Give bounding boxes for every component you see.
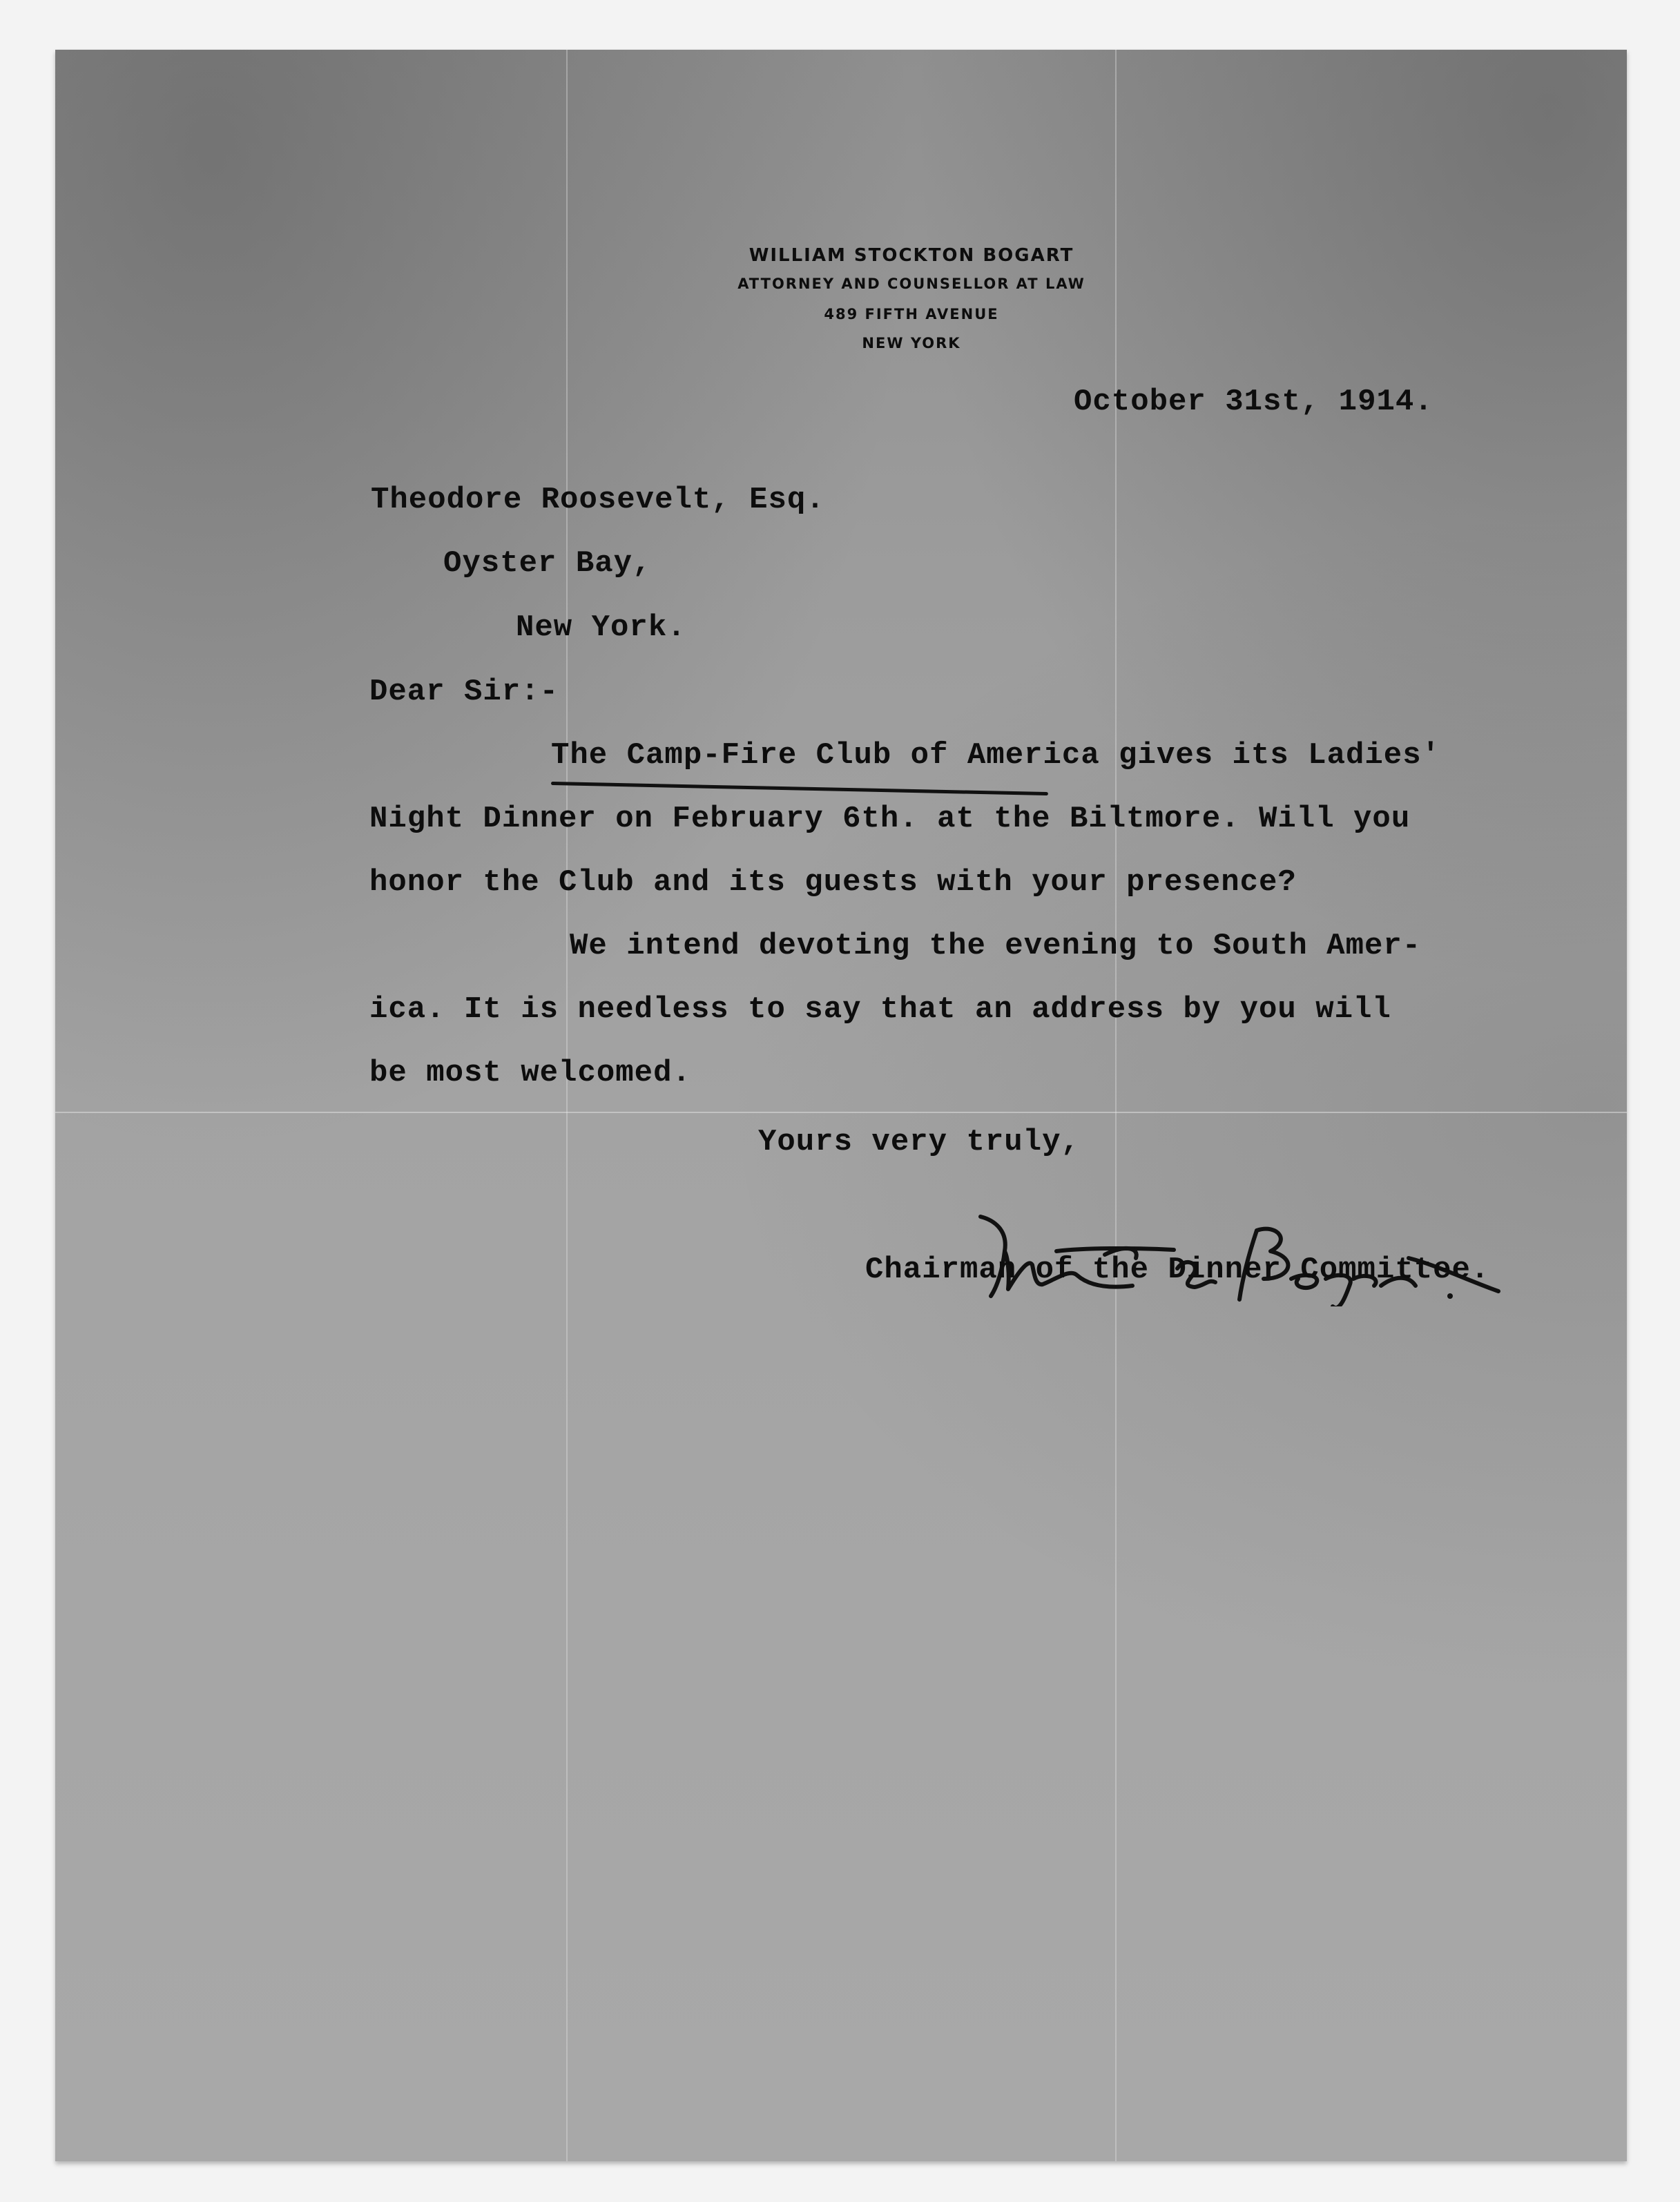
body-line: Night Dinner on February 6th. at the Biltmore. Will you <box>369 802 1411 836</box>
signer-title: Chairman of the Dinner Committee. <box>865 1253 1490 1287</box>
handwritten-underline <box>551 782 1048 795</box>
body-line: The Camp-Fire Club of America gives its Ladies' <box>551 738 1441 773</box>
recipient-line2: Oyster Bay, <box>443 546 652 581</box>
letter-page <box>55 50 1627 2161</box>
body-line: be most welcomed. <box>369 1056 691 1090</box>
letterhead-city: NEW YORK <box>862 335 961 351</box>
vertical-fold-line <box>566 50 568 2161</box>
letterhead-address: 489 FIFTH AVENUE <box>824 306 999 322</box>
recipient-line3: New York. <box>516 610 686 645</box>
letterhead-title: ATTORNEY AND COUNSELLOR AT LAW <box>737 276 1085 292</box>
body-line: ica. It is needless to say that an address by you will <box>369 992 1391 1027</box>
letter-date: October 31st, 1914. <box>1074 385 1433 419</box>
letterhead <box>649 247 1174 371</box>
letterhead-name: WILLIAM STOCKTON BOGART <box>749 245 1074 266</box>
body-line: honor the Club and its guests with your presence? <box>369 865 1297 900</box>
salutation: Dear Sir:- <box>369 675 559 709</box>
closing: Yours very truly, <box>758 1125 1080 1159</box>
recipient-name: Theodore Roosevelt, Esq. <box>371 483 825 517</box>
horizontal-fold-line <box>55 1112 1627 1113</box>
body-line: We intend devoting the evening to South Amer- <box>570 929 1422 963</box>
